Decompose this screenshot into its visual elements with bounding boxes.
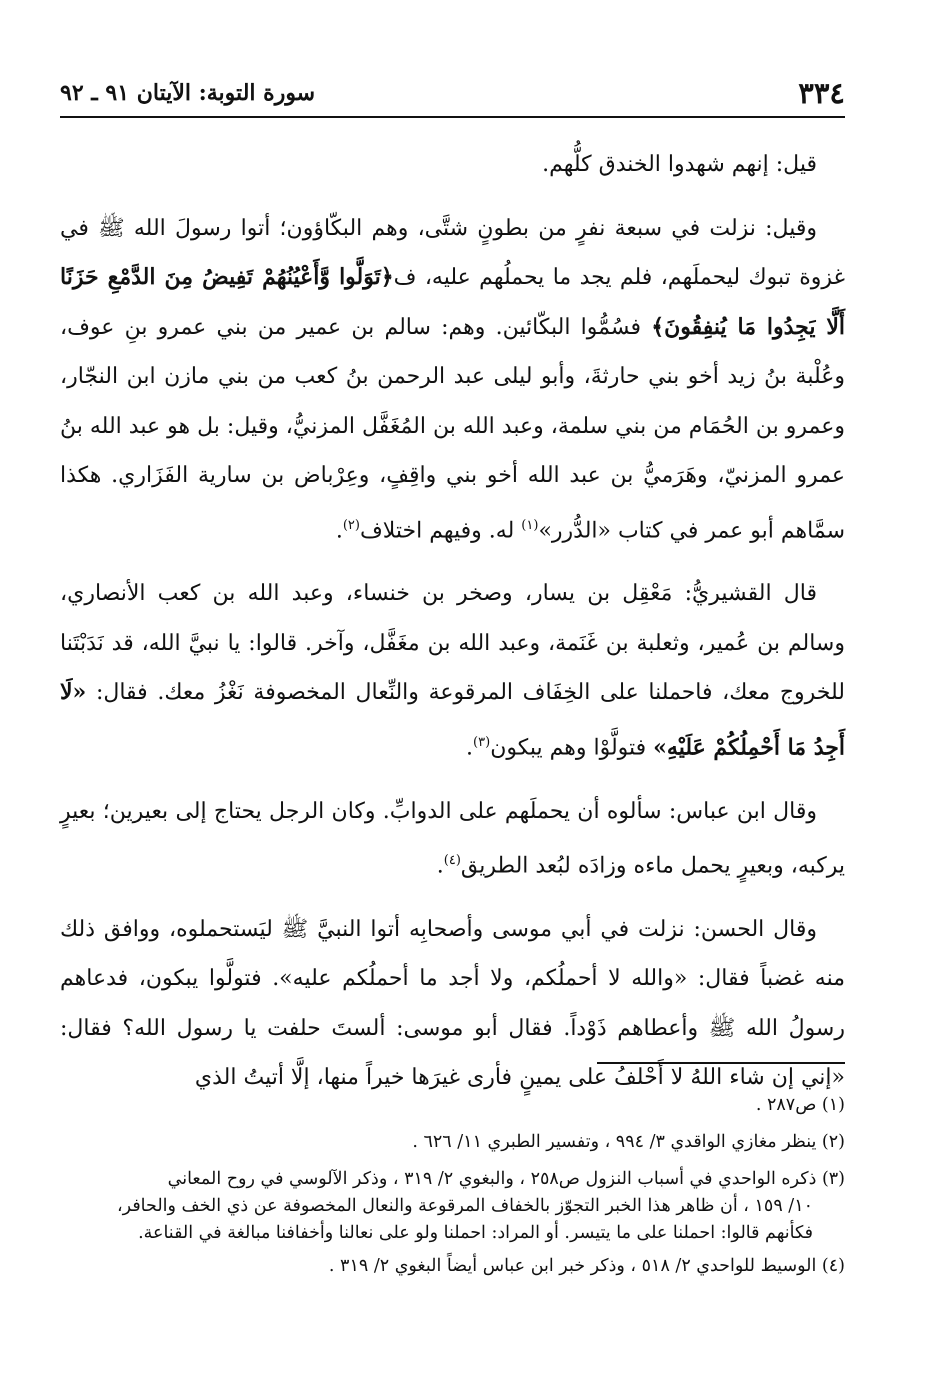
- paragraph-2-text-d: .: [335, 517, 343, 543]
- quran-verse: ﴿تَوَلَّوا وَّأَعْيُنُهُمْ تَفِيضُ مِنَ الدَّمْعِ حَزَنًا أَلَّا يَجِدُوا مَا يُنفِقُونَ﴾: [60, 264, 845, 340]
- paragraph-4-text-b: .: [436, 853, 444, 879]
- main-text: [60, 140, 845, 1103]
- footnote-3: [60, 1166, 845, 1247]
- paragraph-3-text-c: .: [466, 735, 474, 761]
- paragraph-4: [60, 787, 845, 891]
- footnote-separator: [597, 1062, 845, 1064]
- footnote-2: (٢) ينظر مغازي الواقدي ٣/ ٩٩٤ ، وتفسير الطبري ١١/ ٦٢٦ .: [412, 1132, 845, 1152]
- running-title: سورة التوبة: الآيتان ٩١ ـ ٩٢: [60, 80, 316, 106]
- paragraph-2-text-b: فسُمُّوا البكّائين. وهم: سالم بن عمير من بني عمرو بنِ عوف، وعُلْبة بنُ زيد أخو بني حارثةَ، وأبو ليلى عبد الرحمن بنُ كعب من بني مازن ابن النجّار، وعمرو بن الحُمَام من بني سلمة، وعبد الله بن المُغَفَّل المزنيُّ، وقيل: بل هو عبد الله بنُ عمرو المزنيّ، وهَرَميُّ بن عبد الله أخو بني واقِفٍ، وعِرْباض بن سارية الفَزَاري. هكذا سمَّاهم أبو عمر في كتاب «الدُّرر»: [60, 314, 845, 543]
- quran-quote: «لَا أَجِدُ مَا أَحْمِلُكُمْ عَلَيْهِ»: [60, 679, 845, 761]
- paragraph-3: [60, 569, 845, 772]
- footnote-3-line-2: ١٠/ ١٥٩ ، أن ظاهر هذا الخبر التجوّز بالخفاف المرقوعة والنعال المخصوفة عن ذي الخف والحافر،: [117, 1196, 813, 1216]
- footnote-1: (١) ص٢٨٧ .: [755, 1095, 845, 1115]
- footnote-4: (٤) الوسيط للواحدي ٢/ ٥١٨ ، وذكر خبر ابن عباس أيضاً البغوي ٢/ ٣١٩ .: [328, 1256, 845, 1276]
- paragraph-2-text-c: له. وفيهم اختلاف: [359, 517, 522, 543]
- paragraph-3-text-a: قال القشيريُّ: مَعْقِل بن يسار، وصخر بن خنساء، وعبد الله بن كعب الأنصاري، وسالم بن عُمير، وثعلبة بن غَنَمة، وعبد الله بن مغَفَّل، وآخر. قالوا: يا نبيَّ الله، قد نَدَبْتَنا للخروج معك، فاحملنا على الخِفَاف المرقوعة والنِّعال المخصوفة نَغْزُ معك. فقال:: [60, 581, 845, 706]
- footnote-ref-3[interactable]: (٣): [473, 734, 491, 750]
- paragraph-4-text-a: وقال ابن عباس: سألوه أن يحملَهم على الدوابِّ. وكان الرجل يحتاج إلى بعيرين؛ بعيرٍ يركبه، وبعيرٍ يحمل ماءه وزادَه لبُعد الطريق: [60, 798, 845, 879]
- footnote-3-line-1: (٣) ذكره الواحدي في أسباب النزول ص٢٥٨ ، والبغوي ٢/ ٣١٩ ، وذكر الآلوسي في روح المعاني: [167, 1169, 845, 1189]
- paragraph-2-text-a: وقيل: نزلت في سبعة نفرٍ من بطونٍ شتَّى، وهم البكّاؤون؛ أتوا رسولَ الله ﷺ في غزوة تبوك ليحملَهم، فلم يجد ما يحملُهم عليه، ف: [60, 215, 845, 290]
- footnote-ref-1[interactable]: (١): [521, 517, 539, 533]
- page-number: ٣٣٤: [798, 76, 845, 110]
- footnotes: [60, 1092, 845, 1290]
- footnote-ref-2[interactable]: (٢): [342, 517, 360, 533]
- paragraph-1: قيل: إنهم شهدوا الخندق كلُّهم.: [542, 152, 817, 177]
- paragraph-5: وقال الحسن: نزلت في أبي موسى وأصحابِه أتوا النبيَّ ﷺ ليَستحملوه، ووافق ذلك منه غضباً فقال: «والله لا أحملُكم، ولا أجد ما أحملُكم عليه». فتولَّوا يبكون، فدعاهم رسولُ الله ﷺ وأعطاهم ذَوْداً. فقال أبو موسى: ألستَ حلفت يا رسول الله؟ فقال: «إني إن شاء اللهُ لا أَحْلفُ على يمينٍ فأرى غيرَها خيراً منها، إلَّا أتيتُ الذي: [60, 916, 845, 1091]
- paragraph-3-text-b: فتولَّوْا وهم يبكون: [490, 735, 654, 761]
- footnote-ref-4[interactable]: (٤): [443, 853, 461, 869]
- paragraph-2: [60, 204, 845, 556]
- footnote-3-line-3: فكأنهم قالوا: احملنا على ما يتيسر. أو المراد: احملنا ولو على نعالنا وأخفافنا مبالغة في القناعة.: [138, 1223, 813, 1243]
- page-header: [60, 70, 845, 118]
